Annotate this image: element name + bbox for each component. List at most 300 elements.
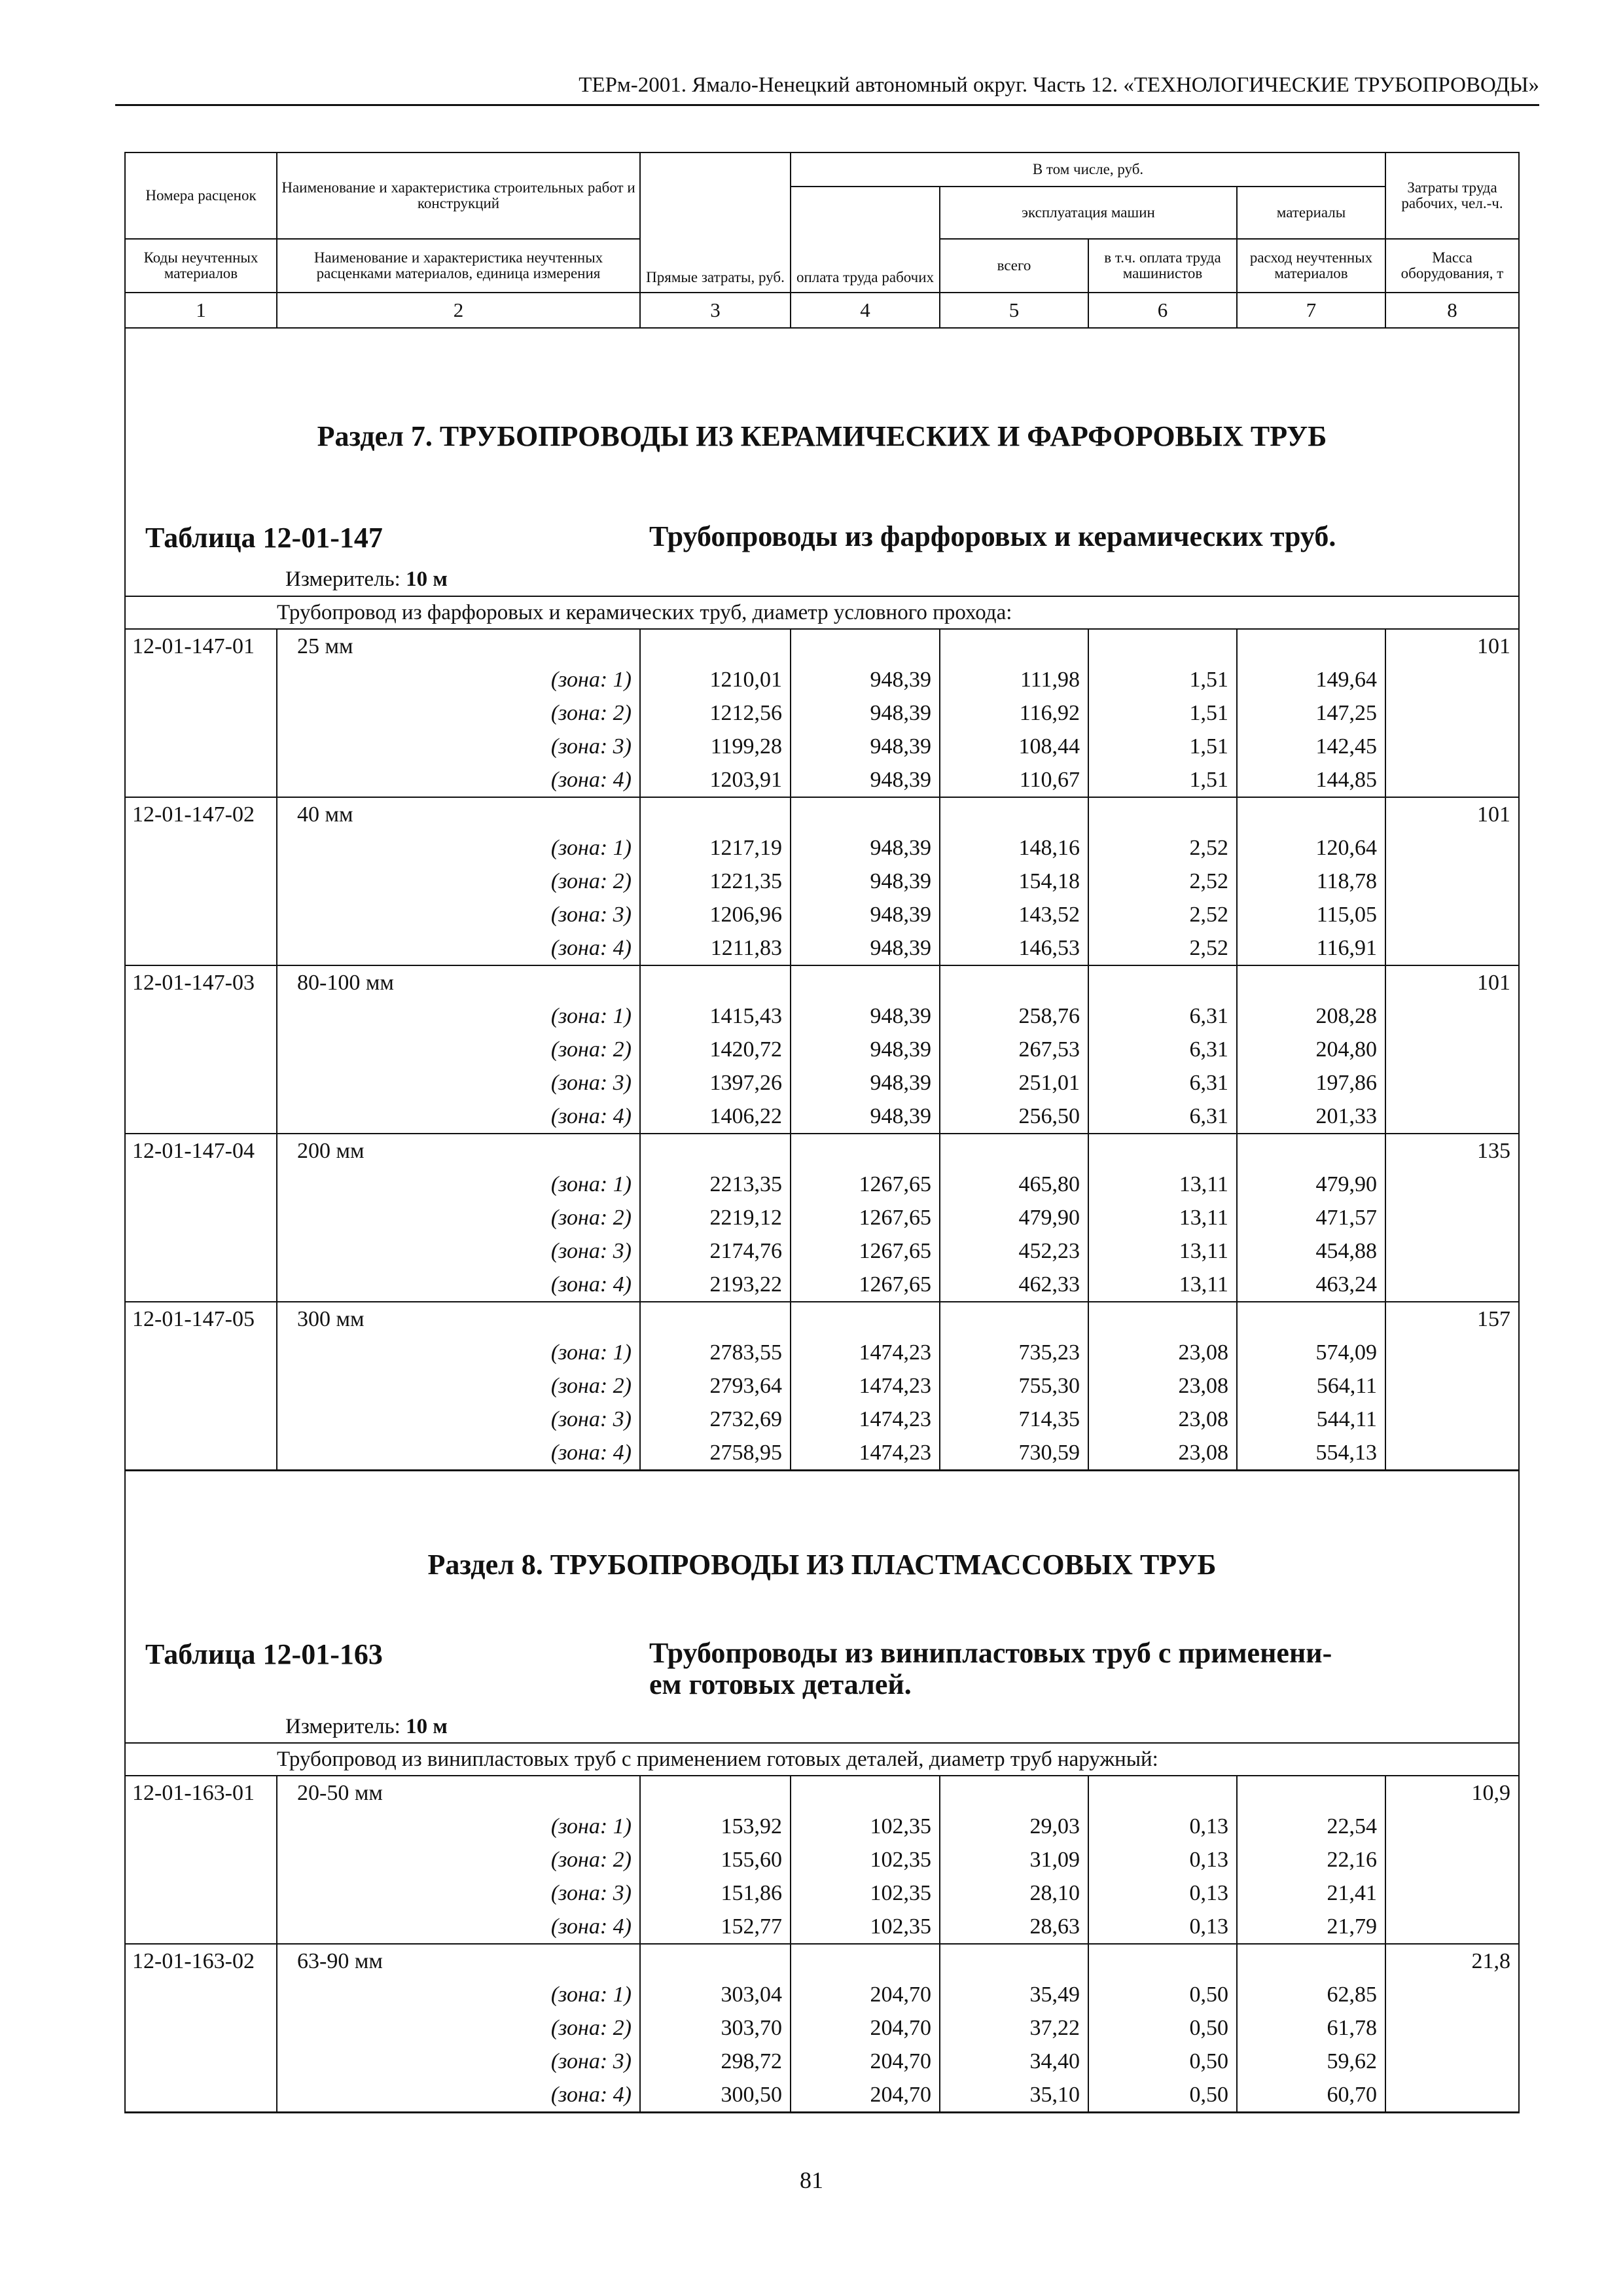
zone-row — [125, 1369, 1519, 1403]
empty-cell — [1088, 1134, 1237, 1168]
machine-cost: 35,10 — [940, 2078, 1088, 2113]
zone-row — [125, 831, 1519, 865]
rate-code: 12-01-147-05 — [125, 1302, 277, 1336]
empty-cell — [125, 1843, 277, 1876]
machine-cost: 111,98 — [940, 663, 1088, 696]
col-header-material-name: Наименование и характеристика неучтенных расценками материалов, единица измерения — [277, 239, 640, 293]
material-cost: 208,28 — [1237, 999, 1385, 1033]
machinist-wage: 13,11 — [1088, 1268, 1237, 1302]
empty-cell — [1385, 1100, 1519, 1134]
machine-cost: 452,23 — [940, 1234, 1088, 1268]
empty-cell — [125, 2045, 277, 2078]
empty-cell — [125, 865, 277, 898]
empty-cell — [1385, 2078, 1519, 2113]
machine-cost: 258,76 — [940, 999, 1088, 1033]
direct-cost: 2758,95 — [640, 1436, 791, 1471]
empty-cell — [940, 629, 1088, 663]
table-number: Таблица 12-01-147 — [145, 522, 383, 554]
wage-cost: 204,70 — [791, 2045, 940, 2078]
wage-cost: 1267,65 — [791, 1201, 940, 1234]
zone-row — [125, 865, 1519, 898]
empty-cell — [640, 1776, 791, 1810]
col-header-material-codes: Коды неучтенных материалов — [125, 239, 277, 293]
zone-row — [125, 2011, 1519, 2045]
empty-cell — [125, 1100, 277, 1134]
zone-row — [125, 1201, 1519, 1234]
machine-cost: 34,40 — [940, 2045, 1088, 2078]
empty-cell — [1088, 965, 1237, 999]
direct-cost: 1217,19 — [640, 831, 791, 865]
rate-name: 80-100 мм — [277, 965, 640, 999]
direct-cost: 155,60 — [640, 1843, 791, 1876]
zone-row — [125, 2078, 1519, 2113]
zone-row — [125, 1436, 1519, 1471]
empty-cell — [125, 663, 277, 696]
machine-cost: 37,22 — [940, 2011, 1088, 2045]
empty-cell — [1088, 1944, 1237, 1978]
machine-cost: 714,35 — [940, 1403, 1088, 1436]
section-7 — [125, 328, 1519, 629]
col-header-mass: Масса оборудования, т — [1385, 239, 1519, 293]
rate-row — [125, 965, 1519, 999]
wage-cost: 1267,65 — [791, 1234, 940, 1268]
wage-cost: 948,39 — [791, 1033, 940, 1066]
machinist-wage: 6,31 — [1088, 999, 1237, 1033]
empty-cell — [1385, 1201, 1519, 1234]
zone-label: (зона: 2) — [277, 1033, 640, 1066]
rate-row — [125, 629, 1519, 663]
wage-cost: 948,39 — [791, 1066, 940, 1100]
empty-cell — [1237, 1944, 1385, 1978]
empty-cell — [1088, 629, 1237, 663]
section-title: Раздел 7. ТРУБОПРОВОДЫ ИЗ КЕРАМИЧЕСКИХ И ФАРФОРОВЫХ ТРУБ — [317, 420, 1327, 452]
zone-row — [125, 1168, 1519, 1201]
empty-cell — [1385, 931, 1519, 965]
machine-cost: 735,23 — [940, 1336, 1088, 1369]
machinist-wage: 1,51 — [1088, 663, 1237, 696]
labor-cost: 135 — [1385, 1134, 1519, 1168]
zone-label: (зона: 1) — [277, 663, 640, 696]
empty-cell — [791, 965, 940, 999]
machine-cost: 28,63 — [940, 1910, 1088, 1944]
section-8 — [125, 1471, 1519, 1776]
unit-value: 10 м — [406, 1714, 448, 1738]
direct-cost: 303,04 — [640, 1978, 791, 2011]
empty-cell — [1385, 663, 1519, 696]
zone-label: (зона: 4) — [277, 763, 640, 797]
labor-cost: 157 — [1385, 1302, 1519, 1336]
empty-cell — [940, 965, 1088, 999]
material-cost: 471,57 — [1237, 1201, 1385, 1234]
empty-cell — [125, 1876, 277, 1910]
empty-cell — [125, 1810, 277, 1843]
table-header — [125, 152, 1519, 328]
rate-name: 63-90 мм — [277, 1944, 640, 1978]
section-8-rows — [125, 1776, 1519, 2113]
empty-cell — [125, 1201, 277, 1234]
machine-cost: 28,10 — [940, 1876, 1088, 1910]
wage-cost: 948,39 — [791, 865, 940, 898]
machinist-wage: 0,50 — [1088, 1978, 1237, 2011]
wage-cost: 204,70 — [791, 2011, 940, 2045]
direct-cost: 2793,64 — [640, 1369, 791, 1403]
zone-label: (зона: 2) — [277, 1369, 640, 1403]
empty-cell — [1237, 965, 1385, 999]
direct-cost: 2193,22 — [640, 1268, 791, 1302]
direct-cost: 1206,96 — [640, 898, 791, 931]
empty-cell — [125, 898, 277, 931]
empty-cell — [1385, 1168, 1519, 1201]
machinist-wage: 0,13 — [1088, 1810, 1237, 1843]
material-cost: 201,33 — [1237, 1100, 1385, 1134]
zone-label: (зона: 4) — [277, 1268, 640, 1302]
empty-cell — [1385, 1336, 1519, 1369]
material-cost: 118,78 — [1237, 865, 1385, 898]
material-cost: 544,11 — [1237, 1403, 1385, 1436]
machine-cost: 730,59 — [940, 1436, 1088, 1471]
machine-cost: 143,52 — [940, 898, 1088, 931]
direct-cost: 1203,91 — [640, 763, 791, 797]
empty-cell — [125, 1234, 277, 1268]
machine-cost: 108,44 — [940, 730, 1088, 763]
empty-cell — [125, 1910, 277, 1944]
labor-cost: 101 — [1385, 965, 1519, 999]
col-number: 3 — [640, 293, 791, 328]
zone-label: (зона: 3) — [277, 730, 640, 763]
direct-cost: 1212,56 — [640, 696, 791, 730]
empty-cell — [1237, 1134, 1385, 1168]
empty-cell — [1237, 629, 1385, 663]
empty-cell — [1385, 1066, 1519, 1100]
machinist-wage: 13,11 — [1088, 1201, 1237, 1234]
zone-row — [125, 1843, 1519, 1876]
direct-cost: 298,72 — [640, 2045, 791, 2078]
direct-cost: 1210,01 — [640, 663, 791, 696]
zone-label: (зона: 1) — [277, 1168, 640, 1201]
zone-label: (зона: 4) — [277, 2078, 640, 2113]
zone-row — [125, 1910, 1519, 1944]
col-header-mach-wage: в т.ч. оплата труда машинистов — [1088, 239, 1237, 293]
zone-row — [125, 1066, 1519, 1100]
wage-cost: 948,39 — [791, 931, 940, 965]
zone-row — [125, 696, 1519, 730]
col-number: 7 — [1237, 293, 1385, 328]
running-header: ТЕРм-2001. Ямало-Ненецкий автономный округ. Часть 12. «ТЕХНОЛОГИЧЕСКИЕ ТРУБОПРОВОДЫ» — [115, 73, 1539, 106]
direct-cost: 1406,22 — [640, 1100, 791, 1134]
machinist-wage: 6,31 — [1088, 1100, 1237, 1134]
material-cost: 120,64 — [1237, 831, 1385, 865]
direct-cost: 2174,76 — [640, 1234, 791, 1268]
rate-code: 12-01-163-02 — [125, 1944, 277, 1978]
empty-cell — [940, 797, 1088, 831]
empty-cell — [1385, 1910, 1519, 1944]
zone-label: (зона: 4) — [277, 931, 640, 965]
rate-row — [125, 1944, 1519, 1978]
empty-cell — [1385, 1810, 1519, 1843]
empty-cell — [125, 1066, 277, 1100]
empty-cell — [640, 1944, 791, 1978]
empty-cell — [125, 1033, 277, 1066]
col-header-direct: Прямые затраты, руб. — [640, 152, 791, 293]
machine-cost: 251,01 — [940, 1066, 1088, 1100]
empty-cell — [125, 696, 277, 730]
rate-row — [125, 1776, 1519, 1810]
col-number: 5 — [940, 293, 1088, 328]
machinist-wage: 23,08 — [1088, 1369, 1237, 1403]
wage-cost: 204,70 — [791, 2078, 940, 2113]
direct-cost: 1211,83 — [640, 931, 791, 965]
machine-cost: 755,30 — [940, 1369, 1088, 1403]
machinist-wage: 13,11 — [1088, 1234, 1237, 1268]
material-cost: 554,13 — [1237, 1436, 1385, 1471]
direct-cost: 1221,35 — [640, 865, 791, 898]
wage-cost: 1474,23 — [791, 1403, 940, 1436]
zone-label: (зона: 2) — [277, 2011, 640, 2045]
rate-name: 200 мм — [277, 1134, 640, 1168]
col-number: 8 — [1385, 293, 1519, 328]
empty-cell — [940, 1776, 1088, 1810]
empty-cell — [125, 1403, 277, 1436]
col-header-labor: Затраты труда рабочих, чел.-ч. — [1385, 152, 1519, 239]
machinist-wage: 6,31 — [1088, 1066, 1237, 1100]
empty-cell — [125, 831, 277, 865]
empty-cell — [640, 797, 791, 831]
direct-cost: 152,77 — [640, 1910, 791, 1944]
material-cost: 454,88 — [1237, 1234, 1385, 1268]
group-title: Трубопровод из винипластовых труб с применением готовых деталей, диаметр труб наружный: — [277, 1743, 1519, 1776]
machine-cost: 465,80 — [940, 1168, 1088, 1201]
empty-cell — [1385, 763, 1519, 797]
labor-cost: 21,8 — [1385, 1944, 1519, 1978]
machine-cost: 154,18 — [940, 865, 1088, 898]
table-caption — [126, 465, 1518, 563]
material-cost: 22,54 — [1237, 1810, 1385, 1843]
table-title-line: ем готовых деталей. — [649, 1668, 912, 1700]
unit-label: Измеритель: — [285, 567, 401, 591]
zone-row — [125, 1403, 1519, 1436]
direct-cost: 1199,28 — [640, 730, 791, 763]
empty-cell — [1385, 1268, 1519, 1302]
machine-cost: 116,92 — [940, 696, 1088, 730]
rate-code: 12-01-147-03 — [125, 965, 277, 999]
wage-cost: 948,39 — [791, 730, 940, 763]
labor-cost: 10,9 — [1385, 1776, 1519, 1810]
zone-label: (зона: 1) — [277, 999, 640, 1033]
empty-cell — [940, 1944, 1088, 1978]
rate-code: 12-01-163-01 — [125, 1776, 277, 1810]
wage-cost: 204,70 — [791, 1978, 940, 2011]
material-cost: 147,25 — [1237, 696, 1385, 730]
empty-cell — [791, 1302, 940, 1336]
empty-cell — [125, 1978, 277, 2011]
machinist-wage: 0,50 — [1088, 2078, 1237, 2113]
material-cost: 574,09 — [1237, 1336, 1385, 1369]
col-header-materials: материалы — [1237, 187, 1385, 239]
machine-cost: 148,16 — [940, 831, 1088, 865]
wage-cost: 102,35 — [791, 1910, 940, 1944]
section-title: Раздел 8. ТРУБОПРОВОДЫ ИЗ ПЛАСТМАССОВЫХ ТРУБ — [427, 1549, 1217, 1581]
machinist-wage: 0,13 — [1088, 1876, 1237, 1910]
machinist-wage: 23,08 — [1088, 1403, 1237, 1436]
empty-cell — [1237, 1302, 1385, 1336]
wage-cost: 1267,65 — [791, 1268, 940, 1302]
empty-cell — [1385, 1369, 1519, 1403]
zone-row — [125, 763, 1519, 797]
table-title: Трубопроводы из фарфоровых и керамических труб. — [649, 520, 1336, 552]
material-cost: 144,85 — [1237, 763, 1385, 797]
wage-cost: 948,39 — [791, 999, 940, 1033]
direct-cost: 1415,43 — [640, 999, 791, 1033]
machinist-wage: 0,13 — [1088, 1910, 1237, 1944]
empty-cell — [1385, 999, 1519, 1033]
zone-row — [125, 1033, 1519, 1066]
machine-cost: 479,90 — [940, 1201, 1088, 1234]
material-cost: 62,85 — [1237, 1978, 1385, 2011]
unit-of-measure — [126, 1715, 448, 1738]
direct-cost: 300,50 — [640, 2078, 791, 2113]
zone-row — [125, 898, 1519, 931]
direct-cost: 151,86 — [640, 1876, 791, 1910]
machine-cost: 256,50 — [940, 1100, 1088, 1134]
empty-cell — [125, 2078, 277, 2113]
rate-row — [125, 1302, 1519, 1336]
empty-cell — [1385, 1403, 1519, 1436]
empty-cell — [791, 1776, 940, 1810]
zone-label: (зона: 3) — [277, 898, 640, 931]
material-cost: 197,86 — [1237, 1066, 1385, 1100]
rate-row — [125, 1134, 1519, 1168]
zone-label: (зона: 3) — [277, 1066, 640, 1100]
machinist-wage: 13,11 — [1088, 1168, 1237, 1201]
col-number: 6 — [1088, 293, 1237, 328]
col-header-including: В том числе, руб. — [791, 152, 1385, 187]
material-cost: 564,11 — [1237, 1369, 1385, 1403]
zone-label: (зона: 2) — [277, 865, 640, 898]
empty-cell — [791, 629, 940, 663]
empty-cell — [1385, 1033, 1519, 1066]
estimate-table — [124, 152, 1520, 2113]
machine-cost: 35,49 — [940, 1978, 1088, 2011]
direct-cost: 1420,72 — [640, 1033, 791, 1066]
table-title-line: Трубопроводы из винипластовых труб с применени- — [649, 1637, 1332, 1669]
col-header-mach-total: всего — [940, 239, 1088, 293]
wage-cost: 102,35 — [791, 1810, 940, 1843]
empty-cell — [125, 999, 277, 1033]
material-cost: 21,79 — [1237, 1910, 1385, 1944]
machinist-wage: 0,50 — [1088, 2011, 1237, 2045]
empty-cell — [1385, 2045, 1519, 2078]
direct-cost: 153,92 — [640, 1810, 791, 1843]
wage-cost: 948,39 — [791, 898, 940, 931]
zone-label: (зона: 4) — [277, 1910, 640, 1944]
table-number: Таблица 12-01-163 — [145, 1638, 383, 1670]
empty-cell — [1385, 898, 1519, 931]
unit-label: Измеритель: — [285, 1714, 401, 1738]
wage-cost: 1474,23 — [791, 1436, 940, 1471]
zone-row — [125, 1100, 1519, 1134]
col-number: 1 — [125, 293, 277, 328]
empty-cell — [791, 797, 940, 831]
col-number: 4 — [791, 293, 940, 328]
unit-of-measure — [126, 567, 448, 591]
section-7-rows — [125, 629, 1519, 1471]
empty-cell — [1385, 1436, 1519, 1471]
col-number: 2 — [277, 293, 640, 328]
zone-label: (зона: 3) — [277, 1403, 640, 1436]
wage-cost: 1267,65 — [791, 1168, 940, 1201]
empty-cell — [1237, 1776, 1385, 1810]
zone-row — [125, 1978, 1519, 2011]
material-cost: 479,90 — [1237, 1168, 1385, 1201]
labor-cost: 101 — [1385, 797, 1519, 831]
empty-cell — [940, 1302, 1088, 1336]
empty-cell — [125, 1168, 277, 1201]
rate-code: 12-01-147-01 — [125, 629, 277, 663]
machinist-wage: 1,51 — [1088, 763, 1237, 797]
wage-cost: 102,35 — [791, 1843, 940, 1876]
machinist-wage: 6,31 — [1088, 1033, 1237, 1066]
direct-cost: 1397,26 — [640, 1066, 791, 1100]
rate-name: 25 мм — [277, 629, 640, 663]
empty-cell — [640, 629, 791, 663]
zone-row — [125, 663, 1519, 696]
machine-cost: 462,33 — [940, 1268, 1088, 1302]
direct-cost: 2732,69 — [640, 1403, 791, 1436]
empty-cell — [125, 1336, 277, 1369]
col-header-name: Наименование и характеристика строительных работ и конструкций — [277, 152, 640, 239]
material-cost: 21,41 — [1237, 1876, 1385, 1910]
machine-cost: 31,09 — [940, 1843, 1088, 1876]
empty-cell — [125, 1268, 277, 1302]
zone-row — [125, 1876, 1519, 1910]
empty-cell — [640, 965, 791, 999]
zone-label: (зона: 1) — [277, 1978, 640, 2011]
zone-label: (зона: 1) — [277, 1336, 640, 1369]
zone-label: (зона: 2) — [277, 1843, 640, 1876]
zone-row — [125, 2045, 1519, 2078]
wage-cost: 948,39 — [791, 696, 940, 730]
empty-cell — [1385, 1978, 1519, 2011]
empty-cell — [1385, 1843, 1519, 1876]
material-cost: 463,24 — [1237, 1268, 1385, 1302]
empty-cell — [640, 1134, 791, 1168]
group-title: Трубопровод из фарфоровых и керамических труб, диаметр условного прохода: — [277, 596, 1519, 629]
empty-cell — [125, 931, 277, 965]
col-header-codes: Номера расценок — [125, 152, 277, 239]
empty-cell — [1385, 831, 1519, 865]
empty-cell — [1385, 696, 1519, 730]
machinist-wage: 2,52 — [1088, 831, 1237, 865]
zone-label: (зона: 1) — [277, 1810, 640, 1843]
labor-cost: 101 — [1385, 629, 1519, 663]
machinist-wage: 23,08 — [1088, 1436, 1237, 1471]
zone-label: (зона: 4) — [277, 1436, 640, 1471]
machinist-wage: 0,50 — [1088, 2045, 1237, 2078]
zone-label: (зона: 4) — [277, 1100, 640, 1134]
zone-row — [125, 1234, 1519, 1268]
zone-label: (зона: 3) — [277, 1234, 640, 1268]
material-cost: 22,16 — [1237, 1843, 1385, 1876]
zone-row — [125, 931, 1519, 965]
material-cost: 204,80 — [1237, 1033, 1385, 1066]
zone-row — [125, 1268, 1519, 1302]
rate-code: 12-01-147-04 — [125, 1134, 277, 1168]
empty-cell — [1088, 797, 1237, 831]
empty-cell — [1385, 730, 1519, 763]
direct-cost: 2213,35 — [640, 1168, 791, 1201]
empty-cell — [1385, 1234, 1519, 1268]
unit-value: 10 м — [406, 567, 448, 591]
